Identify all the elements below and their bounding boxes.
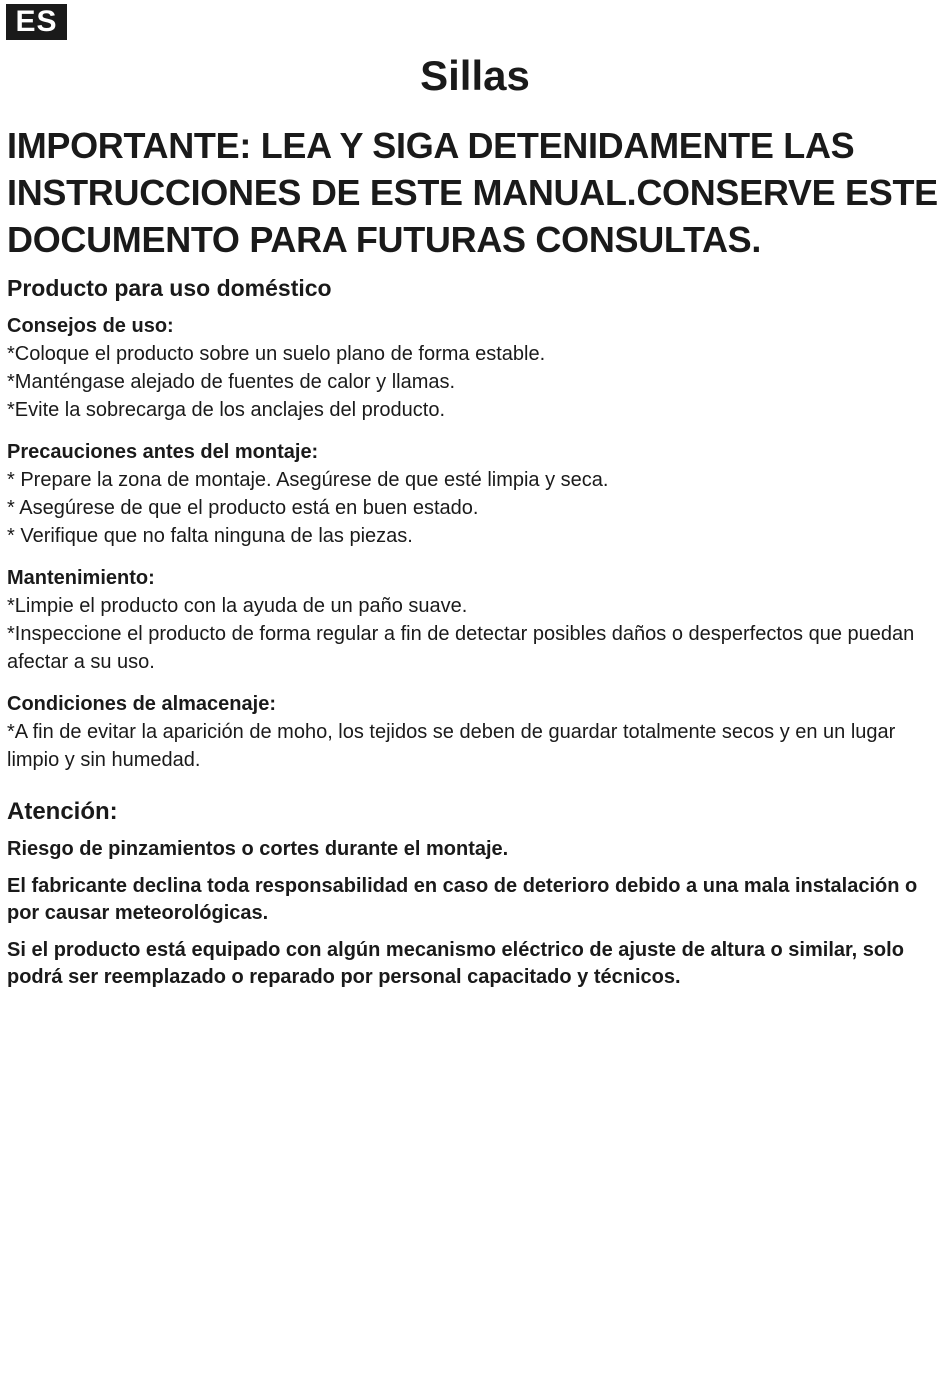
manual-content [7, 272, 945, 1001]
language-badge: ES [6, 4, 67, 40]
instruction-line: *Coloque el producto sobre un suelo plano de forma estable. [7, 343, 546, 365]
page-title: Sillas [420, 52, 530, 99]
section-heading: Mantenimiento: [7, 567, 155, 589]
section-heading: Precauciones antes del montaje: [7, 441, 319, 463]
section-storage-conditions [7, 690, 945, 774]
warning-item: El fabricante declina toda responsabilidad en caso de deterioro debido a una mala instalación o por causar meteorológicas. [7, 875, 918, 924]
section-heading: Consejos de uso: [7, 315, 174, 337]
instruction-line: * Verifique que no falta ninguna de las piezas. [7, 525, 413, 547]
warning-item: Si el producto está equipado con algún mecanismo eléctrico de ajuste de altura o similar, solo podrá ser reemplazado o reparado por personal capacitado y técnicos. [7, 939, 904, 988]
instruction-line: * Asegúrese de que el producto está en buen estado. [7, 497, 479, 519]
instruction-line: *Limpie el producto con la ayuda de un paño suave. [7, 595, 468, 617]
instruction-line: *A fin de evitar la aparición de moho, los tejidos se deben de guardar totalmente secos y en un lugar limpio y sin humedad. [7, 721, 896, 771]
section-usage-tips [7, 312, 945, 424]
product-use-heading: Producto para uso doméstico [7, 275, 332, 301]
section-heading: Condiciones de almacenaje: [7, 693, 276, 715]
instruction-line: *Manténgase alejado de fuentes de calor y llamas. [7, 371, 456, 393]
instruction-line: * Prepare la zona de montaje. Asegúrese de que esté limpia y seca. [7, 469, 609, 491]
section-maintenance [7, 564, 945, 676]
instruction-line: *Evite la sobrecarga de los anclajes del producto. [7, 399, 446, 421]
instruction-line: *Inspeccione el producto de forma regular a fin de detectar posibles daños o desperfectos que puedan afectar a su uso. [7, 623, 915, 673]
section-assembly-precautions [7, 438, 945, 550]
important-notice: IMPORTANTE: LEA Y SIGA DETENIDAMENTE LAS INSTRUCCIONES DE ESTE MANUAL.CONSERVE ESTE DOCUMENTO PARA FUTURAS CONSULTAS. [7, 125, 938, 260]
attention-heading: Atención: [7, 798, 118, 825]
warning-item: Riesgo de pinzamientos o cortes durante el montaje. [7, 838, 509, 860]
